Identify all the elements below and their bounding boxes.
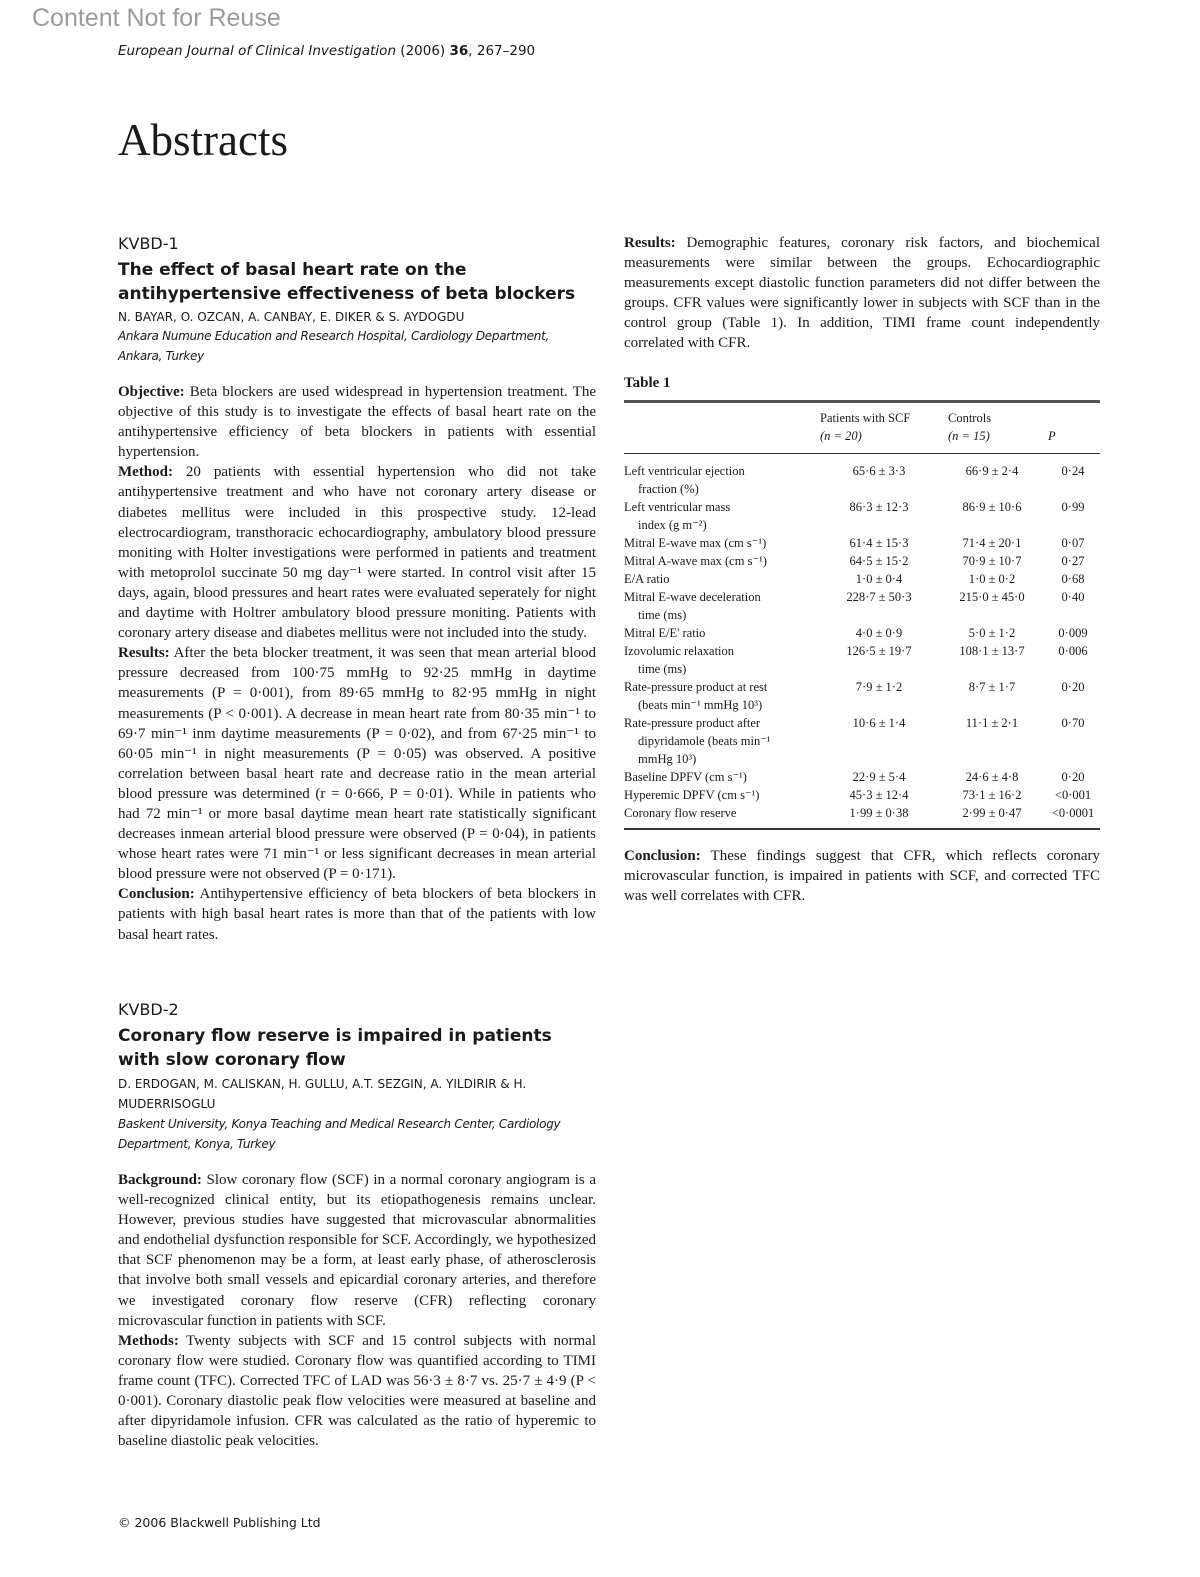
value-p: 0·99: [1061, 500, 1085, 515]
row-label: [624, 588, 820, 624]
row-label-line: mmHg 10³): [638, 752, 697, 767]
row-label-line: time (ms): [638, 608, 687, 623]
value-controls: 86·9 ± 10·6: [962, 500, 1022, 515]
value-controls: 71·4 ± 20·1: [962, 536, 1022, 551]
value-scf: 126·5 ± 19·7: [846, 644, 912, 659]
section-method: [118, 462, 596, 643]
value-controls: 2·99 ± 0·47: [962, 806, 1022, 821]
row-label: [624, 570, 820, 588]
row-label-line: Hyperemic DPFV (cm s⁻¹): [624, 788, 760, 803]
value-p: 0·20: [1061, 680, 1085, 695]
value-p: 0·009: [1058, 626, 1088, 641]
table-bottom-rule: [624, 828, 1100, 830]
row-label: [624, 624, 820, 642]
section-label: Objective:: [118, 384, 185, 400]
journal-volume: 36: [449, 43, 469, 59]
value-p: 0·68: [1061, 572, 1085, 587]
row-label: [624, 768, 820, 786]
row-label-line: Rate-pressure product at rest: [624, 680, 768, 695]
value-controls: 66·9 ± 2·4: [965, 464, 1019, 479]
section-results: [624, 233, 1100, 354]
table-1: [624, 374, 1100, 830]
table-body: [624, 462, 1100, 822]
value-scf: 10·6 ± 1·4: [852, 716, 906, 731]
value-controls: 8·7 ± 1·7: [968, 680, 1016, 695]
value-p: 0·20: [1061, 770, 1085, 785]
value-controls: 5·0 ± 1·2: [968, 626, 1016, 641]
row-label-line: time (ms): [638, 662, 687, 677]
section-label: Conclusion:: [118, 886, 195, 903]
section-text: Slow coronary flow (SCF) in a normal coronary angiogram is a well-recognized clinical entity, but its etiopathogenesis remains unclear. However, previous studies have suggested that microvascular abnormalities and endothelial dysfunction responsible for SCF. Accordingly, we hypothesized that SCF phenomenon may be a form, at least early phase, of atherosclerosis that involve both small vessels and epicardial coronary arteries, and therefore we investigated coronary flow reserve (CFR) reflecting coronary microvascular function in patients with SCF.: [118, 1172, 596, 1329]
section-text: 20 patients with essential hypertension who did not take antihypertensive treatment and who have not coronary artery disease or diabetes mellitus were included in this prospective study. 12-lead electrocardiogram, transthoracic echocardiography, ambulatory blood pressure moniting with Holter investigations were performed in patients and treatment with metoprolol succinate 50 mg day⁻¹ were started. In control visit after 15 days, again, blood pressures and heart rates were evaluated seperately for night and daytime with Holtrer ambulatory blood pressure moniting. Patients with coronary artery disease and diabetes mellitus were not included into the study.: [118, 464, 596, 642]
row-label: [624, 534, 820, 552]
table-row: [624, 624, 1100, 642]
table-row: [624, 714, 1100, 768]
abstract-body: [118, 1170, 596, 1451]
value-scf: 7·9 ± 1·2: [855, 680, 903, 695]
value-p: <0·001: [1054, 788, 1092, 803]
row-label-line: Left ventricular mass: [624, 500, 731, 515]
header-n: (n = 20): [820, 428, 862, 443]
value-controls: 73·1 ± 16·2: [962, 788, 1022, 803]
right-column: [624, 233, 1100, 906]
abstract-kvbd-1: [118, 234, 596, 1000]
table-top-rule: [624, 400, 1100, 403]
header-text: Controls: [948, 410, 992, 425]
left-column: [118, 234, 596, 1532]
table-row: [624, 642, 1100, 678]
row-label-line: Rate-pressure product after: [624, 716, 761, 731]
page-title: Abstracts: [118, 115, 288, 165]
value-scf: 45·3 ± 12·4: [849, 788, 909, 803]
value-p: <0·0001: [1051, 806, 1095, 821]
row-label: [624, 678, 820, 714]
section-text: These findings suggest that CFR, which reflects coronary microvascular function, is impaired in patients with SCF, and corrected TFC was well correlates with CFR.: [624, 847, 1100, 904]
header-cell-p: [1048, 409, 1100, 445]
row-label-line: Mitral E-wave max (cm s⁻¹): [624, 536, 767, 551]
abstract-affiliation: Ankara Numune Education and Research Hospital, Cardiology Department, Ankara, Turkey: [118, 329, 549, 363]
value-p: 0·40: [1061, 590, 1085, 605]
abstract-authors: N. BAYAR, O. OZCAN, A. CANBAY, E. DIKER & S. AYDOGDU: [118, 310, 465, 324]
header-p: P: [1048, 428, 1056, 443]
abstract-title: Coronary flow reserve is impaired in patients with slow coronary flow: [118, 1026, 552, 1070]
row-label-line: Mitral E-wave deceleration: [624, 590, 761, 605]
section-text: Beta blockers are used widespread in hypertension treatment. The objective of this study is to investigate the effects of basal heart rate on the antihypertensive efficiency of beta blockers in patients with essential hypertension.: [118, 384, 596, 461]
abstract-authors: D. ERDOGAN, M. CALISKAN, H. GULLU, A.T. SEZGIN, A. YILDIRIR & H. MUDERRISOGLU: [118, 1077, 527, 1111]
value-controls: 70·9 ± 10·7: [962, 554, 1022, 569]
row-label-line: Mitral A-wave max (cm s⁻¹): [624, 554, 767, 569]
row-label: [624, 642, 820, 678]
table-row: [624, 768, 1100, 786]
table-row: [624, 462, 1100, 498]
table-row: [624, 570, 1100, 588]
value-p: 0·27: [1061, 554, 1085, 569]
section-background: [118, 1170, 596, 1331]
section-text: Demographic features, coronary risk factors, and biochemical measurements were similar between the groups. Echocardiographic measurements except diastolic function parameters did not differ between the groups. CFR values were significantly lower in subjects with SCF than in the control group (Table 1). In addition, TIMI frame count independently correlated with CFR.: [624, 235, 1100, 352]
table-header-rule: [624, 453, 1100, 455]
value-p: 0·24: [1061, 464, 1085, 479]
value-p: 0·07: [1061, 536, 1085, 551]
row-label-line: dipyridamole (beats min⁻¹: [638, 734, 771, 749]
row-label-line: E/A ratio: [624, 572, 670, 587]
header-n: (n = 15): [948, 428, 990, 443]
value-scf: 1·0 ± 0·4: [855, 572, 903, 587]
row-label: [624, 714, 820, 768]
row-label-line: Left ventricular ejection: [624, 464, 745, 479]
table-row: [624, 804, 1100, 822]
table-header: [624, 409, 1100, 445]
section-conclusion: [118, 884, 596, 944]
section-label: Background:: [118, 1172, 202, 1188]
abstract-body: [118, 382, 596, 965]
value-scf: 61·4 ± 15·3: [849, 536, 909, 551]
header-text: Patients with SCF: [820, 410, 911, 425]
row-label-line: Baseline DPFV (cm s⁻¹): [624, 770, 747, 785]
row-label-line: Mitral E/E' ratio: [624, 626, 706, 641]
table-row: [624, 498, 1100, 534]
value-controls: 24·6 ± 4·8: [965, 770, 1019, 785]
value-scf: 86·3 ± 12·3: [849, 500, 909, 515]
section-objective: [118, 382, 596, 462]
header-cell-controls: [948, 409, 1048, 445]
journal-year: (2006): [400, 43, 446, 59]
value-controls: 11·1 ± 2·1: [965, 716, 1019, 731]
copyright: © 2006 Blackwell Publishing Ltd: [118, 1515, 321, 1530]
value-p: 0·70: [1061, 716, 1085, 731]
value-controls: 1·0 ± 0·2: [968, 572, 1016, 587]
row-label: [624, 498, 820, 534]
table-row: [624, 786, 1100, 804]
section-methods: [118, 1331, 596, 1452]
table-row: [624, 534, 1100, 552]
value-controls: 215·0 ± 45·0: [959, 590, 1025, 605]
header-cell-scf: [820, 409, 948, 445]
section-text: After the beta blocker treatment, it was seen that mean arterial blood pressure decreased from 100·75 mmHg to 92·25 mmHg in daytime measurements (P = 0·001), from 89·65 mmHg to 82·95 mmHg in night measurements (P < 0·001). A decrease in mean heart rate from 80·35 min⁻¹ to 69·7 min⁻¹ inm daytime measurements (P = 0·02), and from 67·25 min⁻¹ to 60·05 min⁻¹ in night measurements (P = 0·05) was observed. A positive correlation between basal heart rate and decrease ratio in the mean arterial blood pressure was determined (r = 0·666, P = 0·01). While in patients who had 72 min⁻¹ or more basal daytime mean heart rate statistically significant decreases inmean arterial blood pressure were observed (P = 0·04), in patients whose heart rates were 71 min⁻¹ or less significant decreases in mean arterial blood pressure were not observed (P = 0·171).: [118, 645, 596, 883]
row-label-line: fraction (%): [638, 482, 699, 497]
row-label: [624, 804, 820, 822]
section-label: Methods:: [118, 1332, 179, 1349]
table-row: [624, 552, 1100, 570]
abstract-affiliation: Baskent University, Konya Teaching and Medical Research Center, Cardiology Department, Konya, Turkey: [118, 1117, 561, 1151]
row-label-line: index (g m⁻²): [638, 518, 707, 533]
journal-pages: , 267–290: [468, 43, 536, 59]
value-p: 0·006: [1058, 644, 1088, 659]
row-label: [624, 786, 820, 804]
value-scf: 1·99 ± 0·38: [849, 806, 909, 821]
journal-name: European Journal of Clinical Investigation: [118, 43, 396, 59]
value-controls: 108·1 ± 13·7: [959, 644, 1025, 659]
section-text: Twenty subjects with SCF and 15 control subjects with normal coronary flow were studied. Coronary flow was quantified according to TIMI frame count (TFC). Corrected TFC of LAD was 56·3 ± 8·7 vs. 25·7 ± 4·9 (P < 0·001). Coronary diastolic peak flow velocities were measured at baseline and after dipyridamole infusion. CFR was calculated as the ratio of hyperemic to baseline diastolic peak velocities.: [118, 1332, 596, 1450]
section-label: Conclusion:: [624, 847, 701, 864]
row-label-line: (beats min⁻¹ mmHg 10³): [638, 698, 763, 713]
abstract-code: KVBD-1: [118, 234, 179, 253]
table-row: [624, 588, 1100, 624]
section-label: Method:: [118, 464, 173, 481]
row-label-line: Coronary flow reserve: [624, 806, 737, 821]
row-label-line: Izovolumic relaxation: [624, 644, 735, 659]
abstract-kvbd-2: [118, 1000, 596, 1500]
section-results: [118, 643, 596, 884]
section-conclusion: [624, 846, 1100, 906]
section-text: Antihypertensive efficiency of beta blockers of beta blockers in patients with high basal heart rates is more than that of the patients with low basal heart rates.: [118, 886, 596, 943]
value-scf: 4·0 ± 0·9: [855, 626, 903, 641]
watermark: Content Not for Reuse: [32, 4, 281, 32]
value-scf: 22·9 ± 5·4: [852, 770, 906, 785]
value-scf: 65·6 ± 3·3: [852, 464, 906, 479]
value-scf: 64·5 ± 15·2: [849, 554, 909, 569]
value-scf: 228·7 ± 50·3: [846, 590, 912, 605]
header-cell: [624, 409, 820, 445]
row-label: [624, 462, 820, 498]
abstract-code: KVBD-2: [118, 1000, 179, 1019]
section-label: Results:: [118, 645, 170, 662]
row-label: [624, 552, 820, 570]
running-header: [118, 42, 535, 60]
table-caption: Table 1: [624, 374, 671, 391]
section-label: Results:: [624, 235, 676, 251]
table-row: [624, 678, 1100, 714]
abstract-title: The effect of basal heart rate on the antihypertensive effectiveness of beta blockers: [118, 260, 576, 304]
